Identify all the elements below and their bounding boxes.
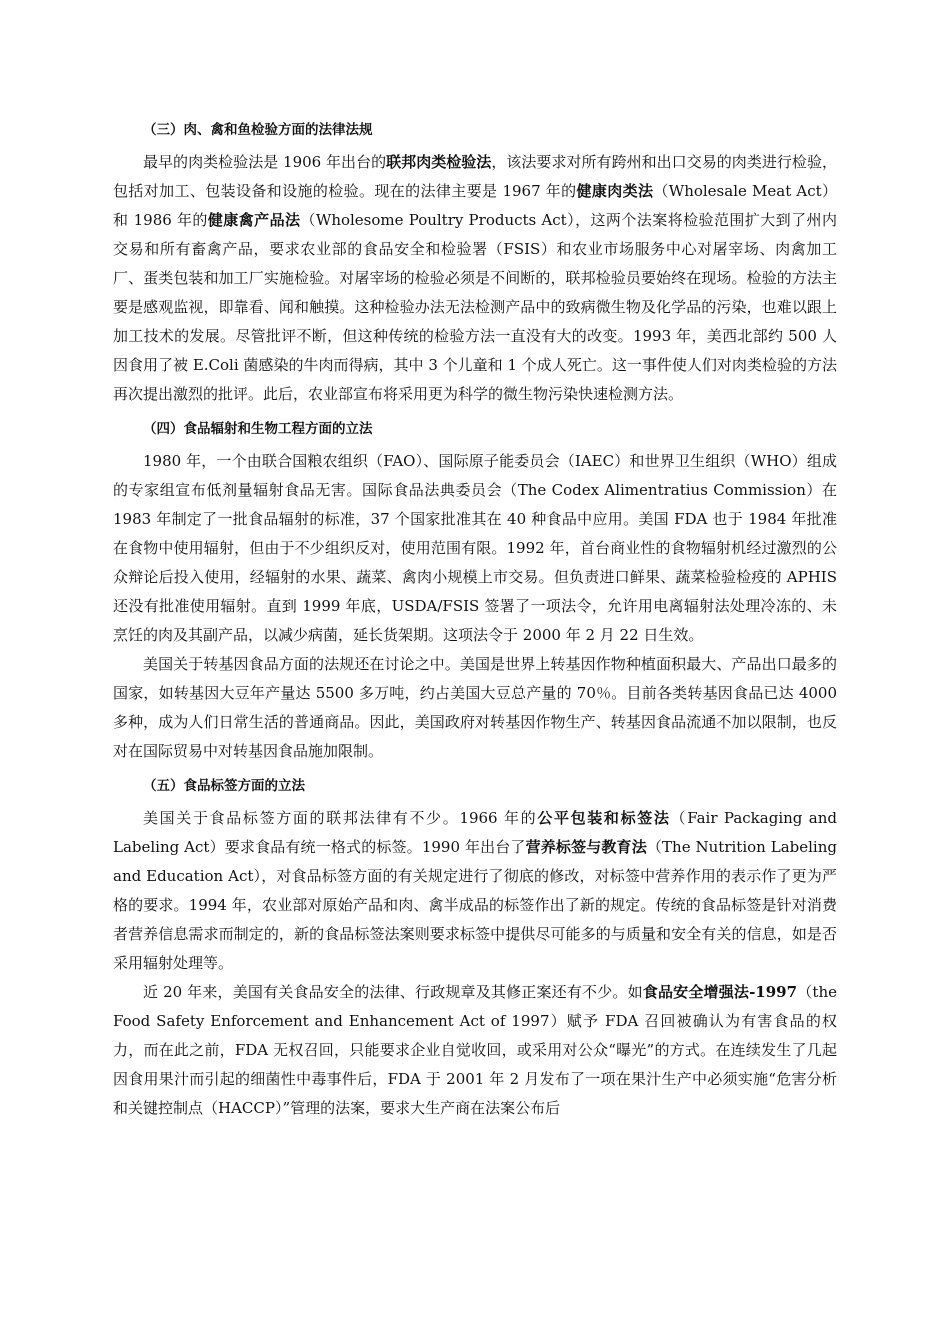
text-run: 1980 年，一个由联合国粮农组织（FAO）、国际原子能委员会（IAEC）和世界卫生组织（WHO）组成的专家组宣布低剂量辐射食品无害。国际食品法典委员会（The Codex Alimentratius Commission）在 1983 年制定了一批食品辐射的标准，37 个国家批准其在 40 种食品中应用。美国 FDA 也于 1984 年批准在食物中使用辐射，但由于不少组织反对，使用范围有限。1992 年，首台商业性的食物辐射机经过激烈的公众辩论后投入使用，经辐射的水果、蔬菜、禽肉小规模上市交易。但负责进口鲜果、蔬菜检验检疫的 APHIS 还没有批准使用辐射。直到 1999 年底，USDA/FSIS 签署了一项法令，允许用电离辐射法处理冷冻的、未烹饪的肉及其副产品，以减少病菌，延长货架期。这项法令于 2000 年 2 月 22 日生效。 — [113, 452, 837, 644]
law-name: 健康禽产品法 — [207, 211, 301, 229]
body-paragraph — [113, 978, 837, 1123]
text-run: （The Nutrition Labeling and Education Act），对食品标签方面的有关规定进行了彻底的修改，对标签中营养作用的表示作了更为严格的要求。1994 年，农业部对原始产品和肉、禽半成品的标签作出了新的规定。传统的食品标签是针对消费者营养信息需求而制定的，新的食品标签法案则要求标签中提供尽可能多的与质量和安全有关的信息，如是否采用辐射处理等。 — [113, 838, 837, 972]
text-run: （Fair Packaging and Labeling Act）要求食品有统一格式的标签。1990 年出台了 — [113, 809, 838, 856]
text-run: （the Food Safety Enforcement and Enhancement Act of 1997）赋予 FDA 召回被确认为有害食品的权力，而在此之前，FDA 无权召回，只能要求企业自觉收回，或采用对公众“曝光”的方式。在连续发生了几起因食用果汁而引起的细菌性中毒事件后，FDA 于 2001 年 2 月发布了一项在果汁生产中必须实施“危害分析和关键控制点（HACCP）”管理的法案，要求大生产商在法案公布后 — [113, 983, 837, 1117]
body-paragraph — [113, 650, 837, 766]
law-name: 营养标签与教育法 — [525, 838, 647, 856]
text-run: ，该法要求对所有跨州和出口交易的肉类进行检验，包括对加工、包装设备和设施的检验。现在的法律主要是 1967 年的 — [113, 153, 837, 200]
text-run: 美国关于转基因食品方面的法规还在讨论之中。美国是世界上转基因作物种植面积最大、产品出口最多的国家，如转基因大豆年产量达 5500 多万吨，约占美国大豆总产量的 70％。目前各类转基因食品已达 4000 多种，成为人们日常生活的普通商品。因此，美国政府对转基因作物生产、转基因食品流通不加以限制，也反对在国际贸易中对转基因食品施加限制。 — [113, 655, 837, 760]
text-run: （Wholesale Meat Act）和 1986 年的 — [113, 182, 837, 229]
law-name: 公平包装和标签法 — [537, 809, 671, 827]
body-paragraph — [113, 804, 837, 978]
law-name: 健康肉类法 — [576, 182, 654, 200]
section-heading: （五）食品标签方面的立法 — [143, 778, 305, 794]
text-run: 最早的肉类检验法是 1906 年出台的 — [143, 153, 387, 171]
body-paragraph — [113, 447, 837, 650]
text-run: 近 20 年来，美国有关食品安全的法律、行政规章及其修正案还有不少。如 — [143, 983, 643, 1001]
section-heading: （三）肉、禽和鱼检验方面的法律法规 — [143, 122, 373, 138]
text-run: 美国关于食品标签方面的联邦法律有不少。1966 年的 — [143, 809, 538, 827]
document-page — [113, 110, 837, 1123]
section-heading: （四）食品辐射和生物工程方面的立法 — [143, 421, 373, 437]
law-name: 联邦肉类检验法 — [386, 153, 492, 171]
law-name: 食品安全增强法-1997 — [642, 983, 798, 1001]
text-run: （Wholesome Poultry Products Act），这两个法案将检验范围扩大到了州内交易和所有畜禽产品，要求农业部的食品安全和检验署（FSIS）和农业市场服务中心对屠宰场、肉禽加工厂、蛋类包装和加工厂实施检验。对屠宰场的检验必须是不间断的，联邦检验员要始终在现场。检验的方法主要是感观监视，即靠看、闻和触摸。这种检验办法无法检测产品中的致病微生物及化学品的污染，也难以跟上加工技术的发展。尽管批评不断，但这种传统的检验方法一直没有大的改变。1993 年，美西北部约 500 人因食用了被 E.Coli 菌感染的牛肉而得病，其中 3 个儿童和 1 个成人死亡。这一事件使人们对肉类检验的方法再次提出激烈的批评。此后，农业部宣布将采用更为科学的微生物污染快速检测方法。 — [113, 211, 837, 403]
body-paragraph — [113, 148, 837, 409]
